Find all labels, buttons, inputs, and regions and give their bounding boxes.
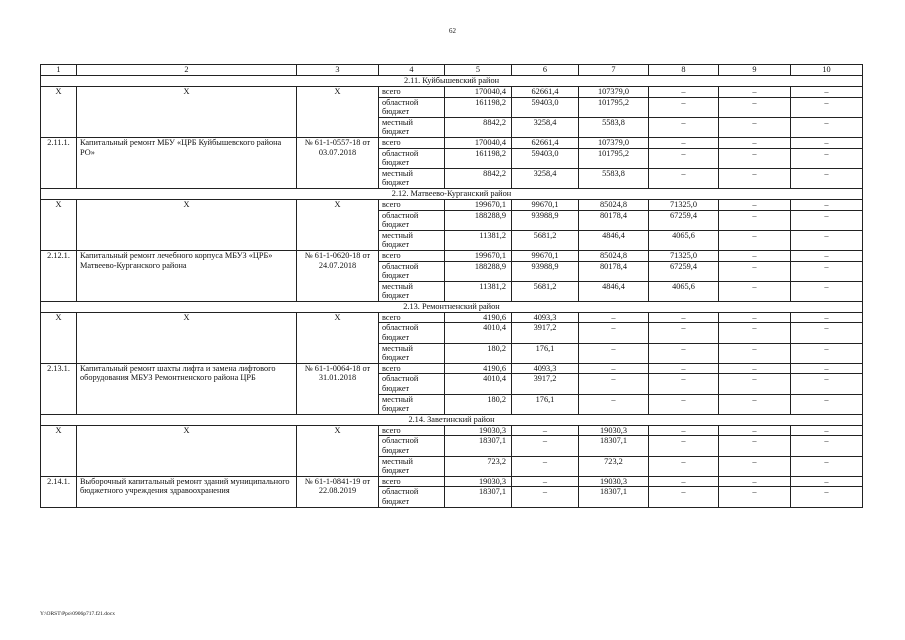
- column-header: 2: [77, 65, 297, 76]
- value-year-4: –: [719, 137, 791, 148]
- value-year-3: –: [649, 456, 719, 476]
- value-total: 723,2: [445, 456, 512, 476]
- value-total: 188288,9: [445, 261, 512, 281]
- column-header: 1: [41, 65, 77, 76]
- column-header: 3: [297, 65, 379, 76]
- budget-source-label: областной бюджет: [379, 97, 445, 117]
- value-year-1: 93988,9: [512, 210, 579, 230]
- value-year-2: 723,2: [579, 456, 649, 476]
- value-year-5: –: [791, 281, 863, 301]
- value-year-2: 107379,0: [579, 137, 649, 148]
- summary-marker: Х: [41, 87, 77, 138]
- item-number: 2.13.1.: [41, 363, 77, 414]
- value-year-2: 80178,4: [579, 261, 649, 281]
- value-year-5: –: [791, 425, 863, 436]
- value-year-5: –: [791, 261, 863, 281]
- value-year-5: –: [791, 250, 863, 261]
- value-year-3: –: [649, 436, 719, 456]
- value-total: 8842,2: [445, 168, 512, 188]
- value-year-1: 59403,0: [512, 97, 579, 117]
- budget-source-label: местный бюджет: [379, 394, 445, 414]
- value-year-5: –: [791, 148, 863, 168]
- item-document: № 61-1-0557-18 от 03.07.2018: [297, 137, 379, 188]
- value-year-2: 107379,0: [579, 87, 649, 98]
- value-year-1: 4093,3: [512, 312, 579, 323]
- item-row: [41, 363, 863, 374]
- budget-table: [40, 64, 863, 508]
- column-header: 6: [512, 65, 579, 76]
- budget-source-label: местный бюджет: [379, 456, 445, 476]
- value-year-1: –: [512, 476, 579, 487]
- value-year-5: –: [791, 476, 863, 487]
- item-document: № 61-1-0620-18 от 24.07.2018: [297, 250, 379, 301]
- value-year-1: 176,1: [512, 343, 579, 363]
- budget-source-label: всего: [379, 425, 445, 436]
- value-year-4: –: [719, 323, 791, 343]
- budget-source-label: всего: [379, 87, 445, 98]
- column-header: 8: [649, 65, 719, 76]
- value-total: 18307,1: [445, 436, 512, 456]
- item-name: Капитальный ремонт шахты лифта и замена лифтового оборудования МБУЗ Ремонтненского района ЦРБ: [77, 363, 297, 414]
- value-year-4: –: [719, 199, 791, 210]
- value-year-4: –: [719, 250, 791, 261]
- value-year-5: –: [791, 97, 863, 117]
- value-year-3: 71325,0: [649, 250, 719, 261]
- summary-marker: Х: [77, 312, 297, 363]
- value-total: 11381,2: [445, 230, 512, 250]
- value-year-1: 4093,3: [512, 363, 579, 374]
- value-year-3: –: [649, 97, 719, 117]
- value-year-3: 4065,6: [649, 230, 719, 250]
- budget-source-label: областной бюджет: [379, 261, 445, 281]
- value-total: 161198,2: [445, 148, 512, 168]
- value-year-3: 67259,4: [649, 261, 719, 281]
- value-year-2: 4846,4: [579, 230, 649, 250]
- value-year-4: –: [719, 425, 791, 436]
- value-year-1: 3258,4: [512, 168, 579, 188]
- region-header-row: [41, 301, 863, 312]
- value-year-3: –: [649, 374, 719, 394]
- value-year-5: –: [791, 323, 863, 343]
- value-year-3: –: [649, 343, 719, 363]
- value-year-2: –: [579, 363, 649, 374]
- value-year-1: –: [512, 425, 579, 436]
- value-year-2: –: [579, 394, 649, 414]
- budget-source-label: всего: [379, 250, 445, 261]
- value-year-3: –: [649, 487, 719, 507]
- value-year-2: 85024,8: [579, 199, 649, 210]
- column-header: 9: [719, 65, 791, 76]
- summary-marker: Х: [77, 425, 297, 476]
- value-year-1: 5681,2: [512, 230, 579, 250]
- value-year-2: 5583,8: [579, 168, 649, 188]
- item-row: [41, 250, 863, 261]
- value-year-1: 5681,2: [512, 281, 579, 301]
- item-number: 2.11.1.: [41, 137, 77, 188]
- value-year-4: –: [719, 436, 791, 456]
- value-year-5: –: [791, 487, 863, 507]
- value-total: 11381,2: [445, 281, 512, 301]
- budget-source-label: областной бюджет: [379, 323, 445, 343]
- value-total: 170040,4: [445, 137, 512, 148]
- summary-marker: Х: [77, 87, 297, 138]
- value-year-3: –: [649, 476, 719, 487]
- item-row: [41, 137, 863, 148]
- value-year-2: 4846,4: [579, 281, 649, 301]
- value-year-4: –: [719, 394, 791, 414]
- region-title: 2.12. Матвеево-Курганский район: [41, 188, 863, 199]
- value-year-4: –: [719, 456, 791, 476]
- value-year-1: 99670,1: [512, 250, 579, 261]
- page-number: 62: [449, 27, 456, 35]
- region-header-row: [41, 414, 863, 425]
- value-year-5: –: [791, 343, 863, 363]
- value-year-5: –: [791, 374, 863, 394]
- summary-marker: Х: [297, 312, 379, 363]
- item-name: Выборочный капитальный ремонт зданий муниципального бюджетного учреждения здравоохранения: [77, 476, 297, 507]
- value-year-4: –: [719, 281, 791, 301]
- value-year-3: –: [649, 425, 719, 436]
- value-year-2: 101795,2: [579, 148, 649, 168]
- value-total: 8842,2: [445, 117, 512, 137]
- value-year-5: –: [791, 363, 863, 374]
- column-header: 10: [791, 65, 863, 76]
- budget-source-label: всего: [379, 312, 445, 323]
- value-year-1: 99670,1: [512, 199, 579, 210]
- summary-marker: Х: [41, 199, 77, 250]
- budget-source-label: местный бюджет: [379, 230, 445, 250]
- value-year-4: –: [719, 487, 791, 507]
- budget-source-label: областной бюджет: [379, 436, 445, 456]
- summary-row: [41, 87, 863, 98]
- region-title: 2.13. Ремонтненский район: [41, 301, 863, 312]
- value-year-5: –: [791, 117, 863, 137]
- item-name: Капитальный ремонт лечебного корпуса МБУЗ «ЦРБ» Матвеево-Курганского района: [77, 250, 297, 301]
- value-year-1: –: [512, 436, 579, 456]
- value-year-3: –: [649, 363, 719, 374]
- summary-row: [41, 312, 863, 323]
- summary-marker: Х: [77, 199, 297, 250]
- value-year-3: –: [649, 323, 719, 343]
- budget-source-label: всего: [379, 363, 445, 374]
- item-number: 2.12.1.: [41, 250, 77, 301]
- value-total: 4190,6: [445, 312, 512, 323]
- value-year-1: 62661,4: [512, 137, 579, 148]
- value-total: 4010,4: [445, 323, 512, 343]
- budget-source-label: местный бюджет: [379, 281, 445, 301]
- budget-source-label: областной бюджет: [379, 210, 445, 230]
- value-year-3: –: [649, 117, 719, 137]
- item-number: 2.14.1.: [41, 476, 77, 507]
- value-year-2: 101795,2: [579, 97, 649, 117]
- value-year-4: –: [719, 343, 791, 363]
- column-header: 7: [579, 65, 649, 76]
- value-year-3: –: [649, 148, 719, 168]
- value-year-2: 85024,8: [579, 250, 649, 261]
- budget-source-label: местный бюджет: [379, 343, 445, 363]
- value-total: 161198,2: [445, 97, 512, 117]
- value-year-4: –: [719, 476, 791, 487]
- summary-marker: Х: [41, 425, 77, 476]
- value-year-5: –: [791, 436, 863, 456]
- item-row: [41, 476, 863, 487]
- budget-source-label: всего: [379, 137, 445, 148]
- value-year-4: –: [719, 312, 791, 323]
- value-year-2: 18307,1: [579, 436, 649, 456]
- budget-source-label: областной бюджет: [379, 487, 445, 507]
- budget-source-label: всего: [379, 199, 445, 210]
- value-year-4: –: [719, 363, 791, 374]
- value-year-4: –: [719, 230, 791, 250]
- value-year-1: 3258,4: [512, 117, 579, 137]
- value-year-2: –: [579, 374, 649, 394]
- summary-row: [41, 199, 863, 210]
- value-total: 199670,1: [445, 250, 512, 261]
- value-year-1: 62661,4: [512, 87, 579, 98]
- value-year-1: 3917,2: [512, 374, 579, 394]
- value-year-3: –: [649, 312, 719, 323]
- value-year-1: 176,1: [512, 394, 579, 414]
- value-year-3: 67259,4: [649, 210, 719, 230]
- value-year-3: –: [649, 137, 719, 148]
- value-year-3: –: [649, 394, 719, 414]
- value-year-1: –: [512, 456, 579, 476]
- value-year-2: –: [579, 343, 649, 363]
- value-total: 19030,3: [445, 476, 512, 487]
- value-total: 4010,4: [445, 374, 512, 394]
- value-year-2: 5583,8: [579, 117, 649, 137]
- value-year-5: –: [791, 230, 863, 250]
- value-year-5: –: [791, 312, 863, 323]
- summary-row: [41, 425, 863, 436]
- item-name: Капитальный ремонт МБУ «ЦРБ Куйбышевского района РО»: [77, 137, 297, 188]
- value-year-4: –: [719, 148, 791, 168]
- column-number-row: [41, 65, 863, 76]
- value-year-5: –: [791, 87, 863, 98]
- value-year-2: 80178,4: [579, 210, 649, 230]
- value-year-2: –: [579, 312, 649, 323]
- value-year-1: 3917,2: [512, 323, 579, 343]
- value-year-2: –: [579, 323, 649, 343]
- value-year-5: –: [791, 456, 863, 476]
- value-total: 199670,1: [445, 199, 512, 210]
- budget-source-label: всего: [379, 476, 445, 487]
- summary-marker: Х: [297, 425, 379, 476]
- file-path-footer: Y:\ORST\Ppo\0906p717.f21.docx: [40, 611, 115, 617]
- value-year-1: 59403,0: [512, 148, 579, 168]
- summary-marker: Х: [297, 87, 379, 138]
- value-total: 188288,9: [445, 210, 512, 230]
- budget-source-label: местный бюджет: [379, 117, 445, 137]
- value-year-3: 4065,6: [649, 281, 719, 301]
- region-header-row: [41, 76, 863, 87]
- value-year-2: 18307,1: [579, 487, 649, 507]
- value-total: 180,2: [445, 343, 512, 363]
- value-year-5: –: [791, 394, 863, 414]
- value-year-5: –: [791, 210, 863, 230]
- value-year-4: –: [719, 117, 791, 137]
- region-title: 2.14. Заветинский район: [41, 414, 863, 425]
- region-title: 2.11. Куйбышевский район: [41, 76, 863, 87]
- value-total: 19030,3: [445, 425, 512, 436]
- column-header: 4: [379, 65, 445, 76]
- value-year-4: –: [719, 210, 791, 230]
- value-year-5: –: [791, 137, 863, 148]
- value-total: 180,2: [445, 394, 512, 414]
- column-header: 5: [445, 65, 512, 76]
- item-document: № 61-1-0841-19 от 22.08.2019: [297, 476, 379, 507]
- value-year-2: 19030,3: [579, 425, 649, 436]
- value-year-1: –: [512, 487, 579, 507]
- value-year-4: –: [719, 87, 791, 98]
- budget-source-label: местный бюджет: [379, 168, 445, 188]
- value-year-4: –: [719, 261, 791, 281]
- value-year-2: 19030,3: [579, 476, 649, 487]
- value-year-4: –: [719, 168, 791, 188]
- value-total: 4190,6: [445, 363, 512, 374]
- item-document: № 61-1-0064-18 от 31.01.2018: [297, 363, 379, 414]
- value-year-5: –: [791, 168, 863, 188]
- summary-marker: Х: [41, 312, 77, 363]
- value-year-1: 93988,9: [512, 261, 579, 281]
- value-year-3: –: [649, 168, 719, 188]
- summary-marker: Х: [297, 199, 379, 250]
- value-total: 18307,1: [445, 487, 512, 507]
- value-year-4: –: [719, 97, 791, 117]
- budget-source-label: областной бюджет: [379, 148, 445, 168]
- value-year-3: –: [649, 87, 719, 98]
- value-year-4: –: [719, 374, 791, 394]
- value-year-3: 71325,0: [649, 199, 719, 210]
- budget-source-label: областной бюджет: [379, 374, 445, 394]
- value-total: 170040,4: [445, 87, 512, 98]
- region-header-row: [41, 188, 863, 199]
- value-year-5: –: [791, 199, 863, 210]
